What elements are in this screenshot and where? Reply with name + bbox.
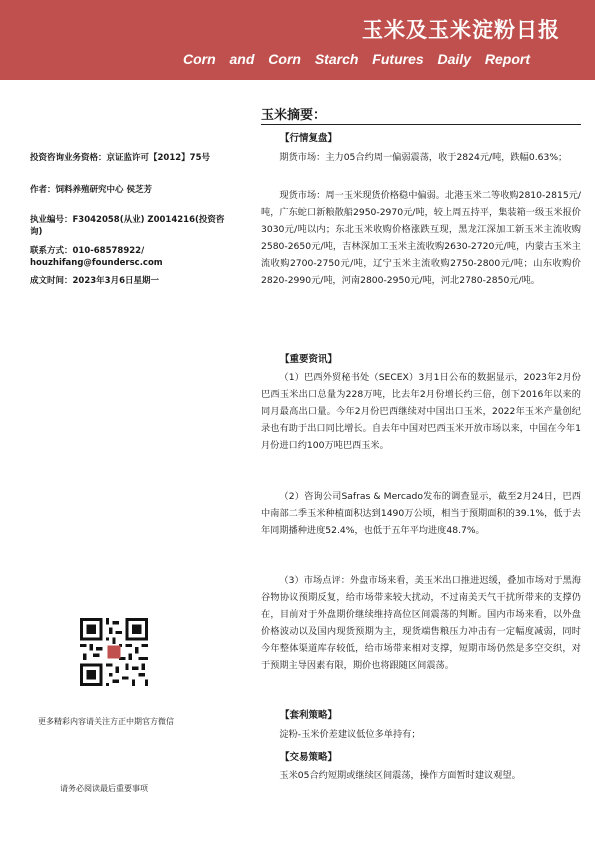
arbitrage-text: 淀粉-玉米价差建议低位多单持有；: [279, 729, 421, 740]
market-review-heading: 【行情复盘】: [280, 133, 338, 144]
news-item-2: （2）咨询公司Safras & Mercado发布的调查显示，截至2月24日，巴西中南部二季玉米种植面积达到1490万公顷，相当于预期面积的39.1%，低于去年同期播种进度52.4%，也低于五年平均进度48.7%。: [261, 491, 581, 536]
spot-paragraph: 现货市场：周一玉米现货价格稳中偏弱。北港玉米二等收购2810-2815元/吨，广东蛇口新粮散船2950-2970元/吨，较上周五持平，集装箱一级玉米报价3030元/吨以内；东北玉米收购价格涨跌互现，黑龙江深加工新玉米主流收购2580-2650元/吨，吉林深加工玉米主流收购2630-2720元/吨，内蒙古玉米主流收购2700-2750元/吨，辽宁玉米主流收购2750-2800元/吨；山东收购价2820-2990元/吨，河南2800-2950元/吨，河北2780-2850元/吨。: [261, 190, 581, 286]
news-heading: 【重要资讯】: [280, 354, 338, 365]
contact-info: 联系方式：010-68578922/ houzhifang@foundersc.com: [30, 246, 163, 268]
report-header: [0, 0, 595, 80]
trading-text: 玉米05合约短期或继续区间震荡，操作方面暂时建议观望。: [279, 770, 521, 781]
author-info: 作者：饲料养殖研究中心 侯芝芳: [30, 185, 152, 195]
cert-info: 执业编号：F3042058(从业) Z0014216(投资咨询): [30, 215, 225, 237]
license-info: 投资咨询业务资格：京证监许可【2012】75号: [30, 153, 210, 163]
futures-paragraph: 期货市场：主力05合约周一偏弱震荡，收于2824元/吨，跌幅0.63%；: [279, 152, 568, 163]
title-divider: [261, 124, 581, 125]
news-item-3: （3）市场点评：外盘市场来看，美玉米出口推进迟缓，叠加市场对于黑海谷物协议预期反复，给市场带来较大扰动，不过南美天气干扰所带来的支撑仍在，目前对于外盘期价继续维持高位区间震荡的判断。国内市场来看，以外盘价格波动以及国内现货预期为主，现货端售粮压力冲击有一定幅度减弱，同时今年整体渠道库存较低，给市场带来相对支撑，短期市场仍然是多空交织，对于预期主导因素有限，期价也将跟随区间震荡。: [261, 575, 581, 671]
trading-heading: 【交易策略】: [280, 752, 338, 763]
date-info: 成文时间：2023年3月6日星期一: [30, 276, 159, 286]
section-title: 玉米摘要：: [261, 108, 327, 123]
report-subtitle: Corn and Corn Starch Futures Daily Report: [182, 51, 530, 67]
disclaimer-note: 请务必阅读最后重要事项: [60, 784, 148, 793]
qr-caption: 更多精彩内容请关注方正中期官方微信: [38, 717, 174, 726]
report-title: 玉米及玉米淀粉日报: [362, 18, 560, 42]
news-item-1: （1）巴西外贸秘书处（SECEX）3月1日公布的数据显示，2023年2月份巴西玉米出口总量为228万吨，比去年2月份增长约三倍，创下2016年以来的同月最高出口量。今年2月份巴西继续对中国出口玉米，2022年玉米产量创纪录也有助于出口同比增长。自去年中国对巴西玉米开放市场以来，中国在今年1月份进口约100万吨巴西玉米。: [261, 372, 581, 451]
arbitrage-heading: 【套利策略】: [280, 710, 338, 721]
qr-code-icon: [80, 618, 148, 686]
